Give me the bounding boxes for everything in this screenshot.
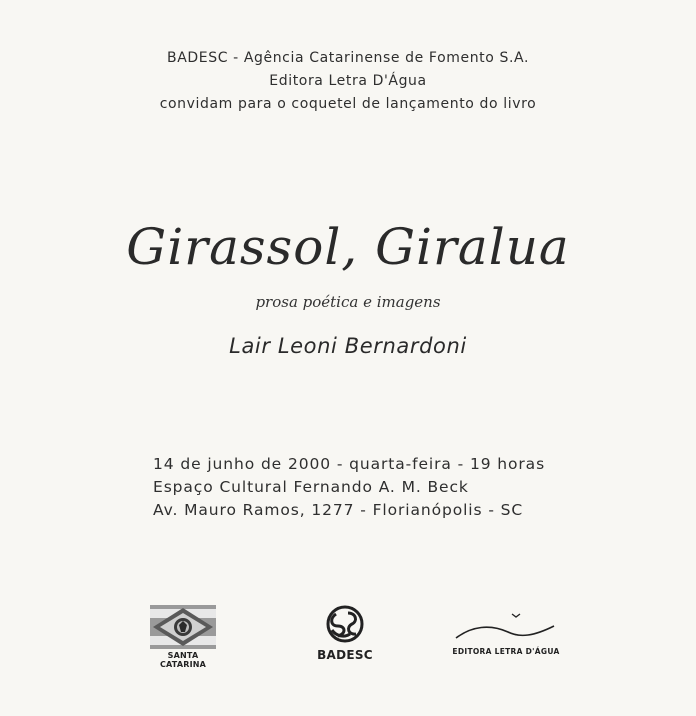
event-venue: Espaço Cultural Fernando A. M. Beck: [153, 478, 469, 496]
santa-catarina-emblem-icon: [150, 605, 216, 649]
invitation-line: convidam para o coquetel de lançamento do livro: [159, 96, 537, 112]
badesc-logo: [312, 604, 378, 662]
editora-caption: EDITORA LETRA D'ÁGUA: [452, 647, 560, 656]
editora-letra-dagua-logo: [450, 612, 562, 662]
host-line-editora: Editora Letra D'Água: [269, 73, 427, 89]
santa-catarina-logo: [150, 605, 216, 669]
wave-bird-icon: [450, 612, 562, 644]
event-date-time: 14 de junho de 2000 - quarta-feira - 19 horas: [153, 455, 546, 473]
santa-catarina-caption: SANTA CATARINA: [159, 651, 207, 669]
event-details: [153, 453, 573, 522]
book-subtitle: prosa poética e imagens: [255, 293, 441, 311]
book-title: Girassol, Giralua: [126, 218, 570, 276]
host-line-badesc: BADESC - Agência Catarinense de Fomento S.A.: [167, 50, 529, 66]
book-author: Lair Leoni Bernardoni: [229, 334, 467, 358]
badesc-caption: BADESC: [317, 648, 373, 662]
badesc-spiral-icon: [312, 604, 378, 648]
event-address: Av. Mauro Ramos, 1277 - Florianópolis - SC: [153, 501, 524, 519]
hosts-block: [0, 47, 696, 116]
